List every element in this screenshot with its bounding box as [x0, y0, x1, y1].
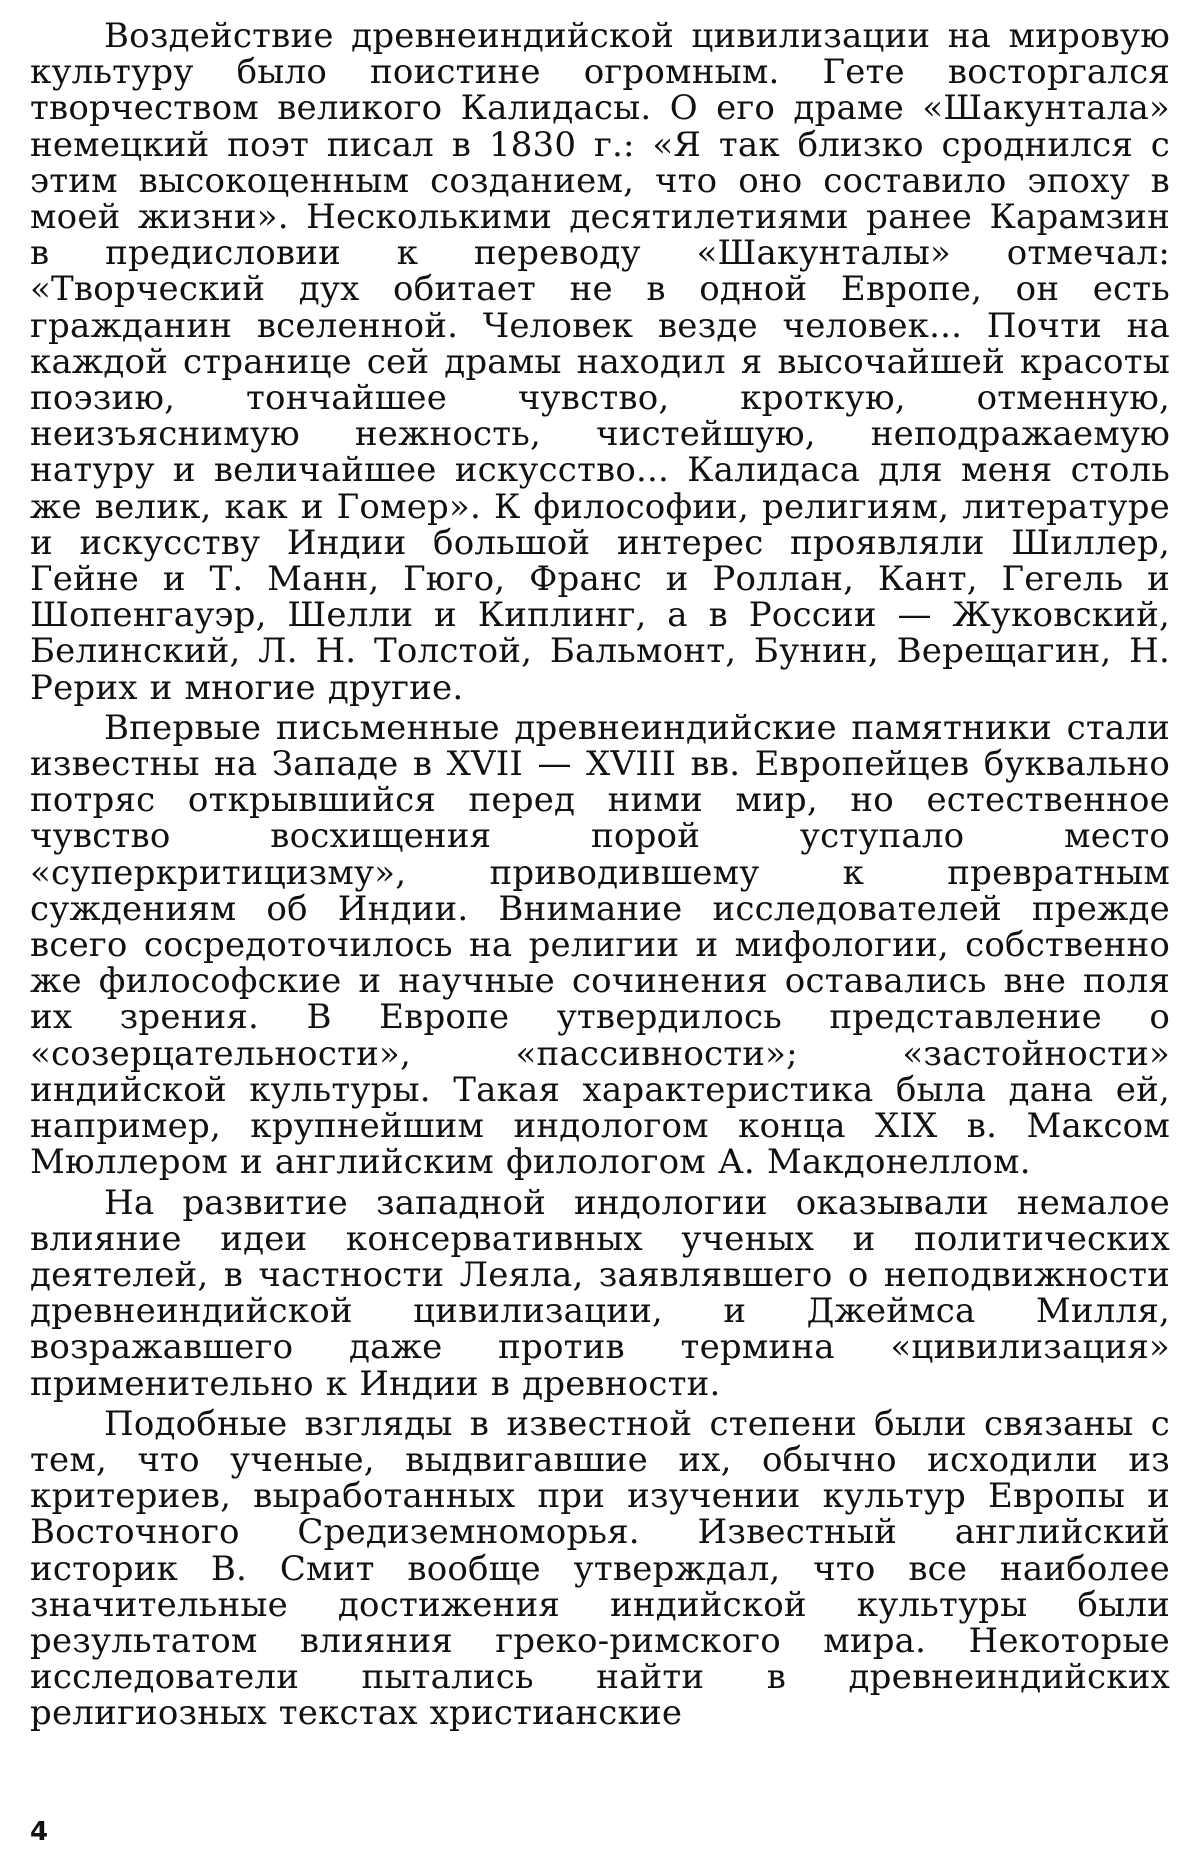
page-body [30, 18, 1170, 1818]
paragraph-2: Впервые письменные древнеиндийские памятники стали известны на Западе в XVII — XVIII вв. Европейцев буквально потряс открывшийся перед ними мир, но естественное чувство восхищения порой уступало место «суперкритицизму», приводившему к превратным суждениям об Индии. Внимание исследователей прежде всего сосредоточилось на религии и мифологии, собственно же философские и научные сочинения оставались вне поля их зрения. В Европе утвердилось представление о «созерцательности», «пассивности»; «застойности» индийской культуры. Такая характеристика была дана ей, например, крупнейшим индологом конца XIX в. Максом Мюллером и английским филологом А. Макдонеллом. [30, 707, 1170, 1183]
paragraph-3: На развитие западной индологии оказывали немалое влияние идеи консервативных ученых и политических деятелей, в частности Леяла, заявлявшего о неподвижности древнеиндийской цивилизации, и Джеймса Милля, возражавшего даже против термина «цивилизация» применительно к Индии в древности. [30, 1182, 1170, 1404]
paragraph-1: Воздействие древнеиндийской цивилизации на мировую культуру было поистине огромным. Гете восторгался творчеством великого Калидасы. О его драме «Шакунтала» немецкий поэт писал в 1830 г.: «Я так близко сроднился с этим высокоценным созданием, что оно составило эпоху в моей жизни». Несколькими десятилетиями ранее Карамзин в предисловии к переводу «Шакунталы» отмечал: «Творческий дух обитает не в одной Европе, он есть гражданин вселенной. Человек везде человек... Почти на каждой странице сей драмы находил я высочайшей красоты поэзию, тончайшее чувство, кроткую, отменную, неизъяснимую нежность, чистейшую, неподражаемую натуру и величайшее искусство... Калидаса для меня столь же велик, как и Гомер». К философии, религиям, литературе и искусству Индии большой интерес проявляли Шиллер, Гейне и Т. Манн, Гюго, Франс и Роллан, Кант, Гегель и Шопенгауэр, Шелли и Киплинг, а в России — Жуковский, Белинский, Л. Н. Толстой, Бальмонт, Бунин, Верещагин, Н. Рерих и многие другие. [30, 16, 1170, 708]
page-number: 4 [30, 1817, 49, 1847]
paragraph-4: Подобные взгляды в известной степени были связаны с тем, что ученые, выдвигавшие их, обычно исходили из критериев, выработанных при изучении культур Европы и Восточного Средиземноморья. Известный английский историк В. Смит вообще утверждал, что все наиболее значительные достижения индийской культуры были результатом влияния греко-римского мира. Некоторые исследователи пытались найти в древнеиндийских религиозных текстах христианские [30, 1403, 1170, 1734]
